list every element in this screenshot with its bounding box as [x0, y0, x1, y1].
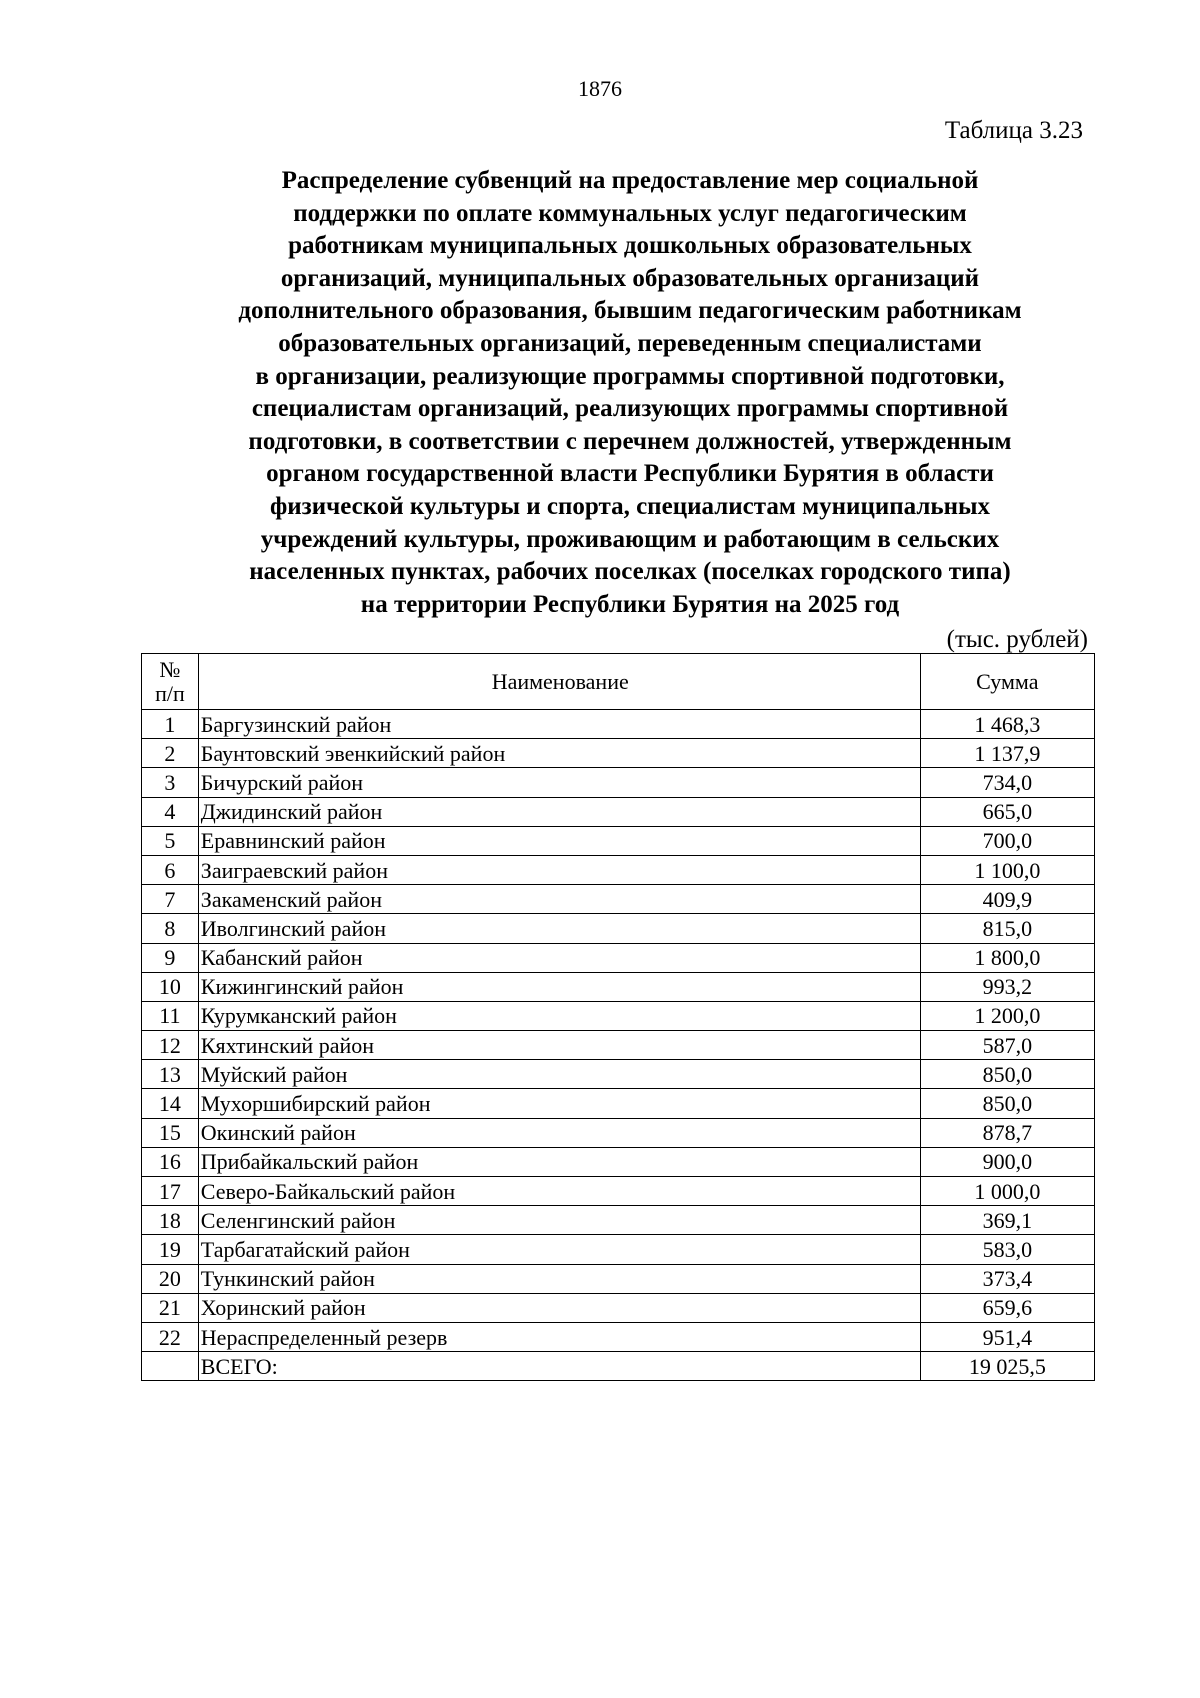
row-sum: 583,0 — [920, 1235, 1094, 1264]
table-row — [142, 1147, 1095, 1176]
table-row — [142, 1177, 1095, 1206]
header-num-line2: п/п — [155, 680, 185, 706]
title-line: дополнительного образования, бывшим педагогическим работникам — [238, 297, 1022, 325]
row-num: 8 — [142, 914, 199, 943]
row-num: 15 — [142, 1118, 199, 1147]
row-name: Кабанский район — [198, 943, 920, 972]
table-row — [142, 1235, 1095, 1264]
table-row — [142, 943, 1095, 972]
table-row — [142, 885, 1095, 914]
table-row — [142, 855, 1095, 884]
row-sum: 900,0 — [920, 1147, 1094, 1176]
row-sum: 659,6 — [920, 1293, 1094, 1322]
row-num: 12 — [142, 1031, 199, 1060]
row-name: Еравнинский район — [198, 826, 920, 855]
title-line: организаций, муниципальных образовательных организаций — [280, 264, 980, 292]
document-title — [175, 165, 1085, 621]
table-row — [142, 826, 1095, 855]
row-name: Селенгинский район — [198, 1206, 920, 1235]
title-line: образовательных организаций, переведенным специалистами — [278, 329, 982, 357]
table-label: Таблица 3.23 — [944, 117, 1083, 144]
row-num: 1 — [142, 710, 199, 739]
row-name: Закаменский район — [198, 885, 920, 914]
table-row — [142, 1089, 1095, 1118]
header-num-line1: № — [159, 656, 181, 682]
row-name: Окинский район — [198, 1118, 920, 1147]
row-name: Заиграевский район — [198, 855, 920, 884]
title-line: на территории Республики Бурятия на 2025 год — [360, 590, 900, 618]
units-label: (тыс. рублей) — [946, 626, 1088, 653]
table-row — [142, 739, 1095, 768]
row-name: Тарбагатайский район — [198, 1235, 920, 1264]
row-name: Баунтовский эвенкийский район — [198, 739, 920, 768]
row-name: Мухоршибирский район — [198, 1089, 920, 1118]
table-row — [142, 797, 1095, 826]
table-row — [142, 1060, 1095, 1089]
row-name: Баргузинский район — [198, 710, 920, 739]
table-row — [142, 1206, 1095, 1235]
row-sum: 409,9 — [920, 885, 1094, 914]
row-num: 16 — [142, 1147, 199, 1176]
title-line: поддержки по оплате коммунальных услуг педагогическим — [293, 199, 967, 227]
table-row — [142, 768, 1095, 797]
row-num: 10 — [142, 972, 199, 1001]
title-line: физической культуры и спорта, специалистам муниципальных — [269, 492, 991, 520]
row-sum: 1 137,9 — [920, 739, 1094, 768]
table-row — [142, 1293, 1095, 1322]
table-row — [142, 972, 1095, 1001]
title-line: органом государственной власти Республики Бурятия в области — [266, 460, 994, 488]
table-row — [142, 1001, 1095, 1030]
row-num: 7 — [142, 885, 199, 914]
total-num — [142, 1352, 199, 1381]
row-sum: 734,0 — [920, 768, 1094, 797]
header-sum: Сумма — [920, 654, 1094, 710]
row-num: 6 — [142, 855, 199, 884]
row-name: Кяхтинский район — [198, 1031, 920, 1060]
row-name: Курумканский район — [198, 1001, 920, 1030]
row-sum: 1 200,0 — [920, 1001, 1094, 1030]
row-num: 13 — [142, 1060, 199, 1089]
row-num: 22 — [142, 1322, 199, 1351]
row-name: Хоринский район — [198, 1293, 920, 1322]
row-name: Муйский район — [198, 1060, 920, 1089]
row-sum: 1 800,0 — [920, 943, 1094, 972]
table-row — [142, 710, 1095, 739]
row-sum: 1 100,0 — [920, 855, 1094, 884]
title-line: специалистам организаций, реализующих программы спортивной — [251, 395, 1009, 423]
row-name: Бичурский район — [198, 768, 920, 797]
table-row — [142, 1322, 1095, 1351]
row-num: 18 — [142, 1206, 199, 1235]
row-name: Кижингинский район — [198, 972, 920, 1001]
title-line: населенных пунктах, рабочих поселках (поселках городского типа) — [249, 558, 1011, 586]
row-sum: 815,0 — [920, 914, 1094, 943]
header-num — [142, 654, 199, 710]
row-sum: 587,0 — [920, 1031, 1094, 1060]
row-sum: 850,0 — [920, 1060, 1094, 1089]
row-num: 19 — [142, 1235, 199, 1264]
row-sum: 369,1 — [920, 1206, 1094, 1235]
table-row — [142, 914, 1095, 943]
row-sum: 993,2 — [920, 972, 1094, 1001]
row-name: Прибайкальский район — [198, 1147, 920, 1176]
row-sum: 951,4 — [920, 1322, 1094, 1351]
row-sum: 878,7 — [920, 1118, 1094, 1147]
page-number: 1876 — [578, 76, 622, 101]
row-sum: 665,0 — [920, 797, 1094, 826]
row-name: Иволгинский район — [198, 914, 920, 943]
row-num: 11 — [142, 1001, 199, 1030]
row-sum: 1 000,0 — [920, 1177, 1094, 1206]
row-num: 21 — [142, 1293, 199, 1322]
row-num: 5 — [142, 826, 199, 855]
row-num: 4 — [142, 797, 199, 826]
title-line: учреждений культуры, проживающим и работающим в сельских — [260, 525, 1000, 553]
title-line: Распределение субвенций на предоставление мер социальной — [281, 167, 979, 194]
row-sum: 850,0 — [920, 1089, 1094, 1118]
title-line: подготовки, в соответствии с перечнем должностей, утвержденным — [248, 427, 1012, 455]
total-sum: 19 025,5 — [920, 1352, 1094, 1381]
title-line: работникам муниципальных дошкольных образовательных — [288, 232, 972, 260]
subvention-table — [141, 653, 1095, 1381]
total-label: ВСЕГО: — [198, 1352, 920, 1381]
row-name: Нераспределенный резерв — [198, 1322, 920, 1351]
row-num: 9 — [142, 943, 199, 972]
row-num: 3 — [142, 768, 199, 797]
row-sum: 700,0 — [920, 826, 1094, 855]
table-header-row — [142, 654, 1095, 710]
table-row — [142, 1264, 1095, 1293]
table-row — [142, 1031, 1095, 1060]
table-row — [142, 1118, 1095, 1147]
row-num: 20 — [142, 1264, 199, 1293]
row-name: Джидинский район — [198, 797, 920, 826]
row-sum: 373,4 — [920, 1264, 1094, 1293]
row-name: Тункинский район — [198, 1264, 920, 1293]
row-num: 14 — [142, 1089, 199, 1118]
row-sum: 1 468,3 — [920, 710, 1094, 739]
table-total-row — [142, 1352, 1095, 1381]
row-num: 17 — [142, 1177, 199, 1206]
row-num: 2 — [142, 739, 199, 768]
header-name: Наименование — [198, 654, 920, 710]
title-line: в организации, реализующие программы спортивной подготовки, — [255, 362, 1005, 390]
row-name: Северо-Байкальский район — [198, 1177, 920, 1206]
